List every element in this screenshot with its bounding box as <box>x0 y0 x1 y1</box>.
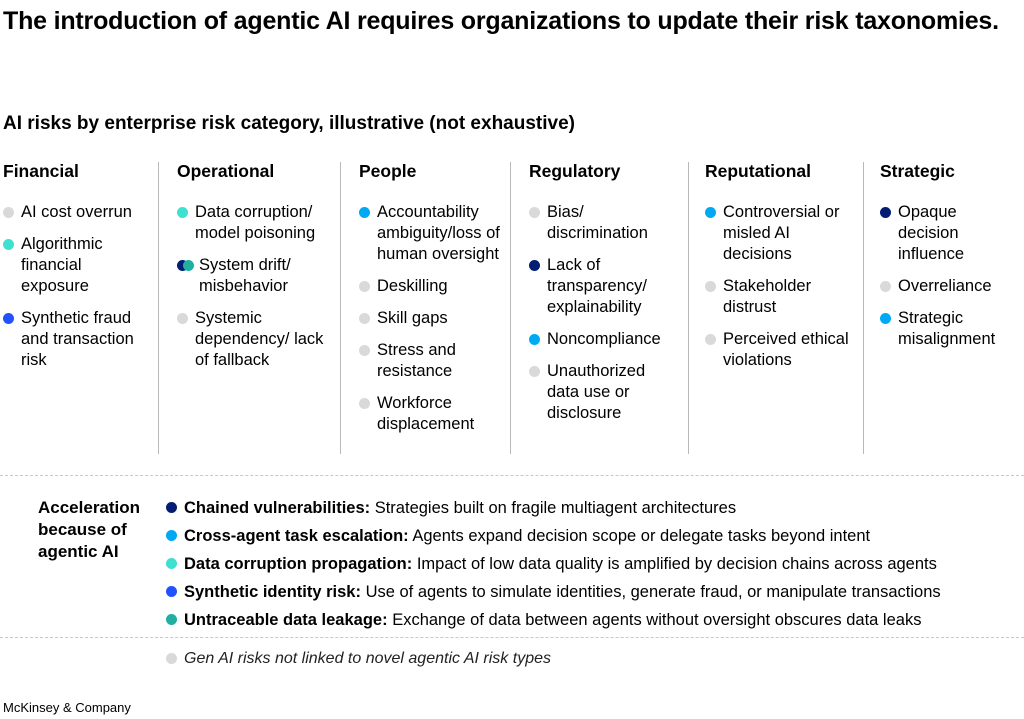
risk-item-text: Perceived ethical violations <box>723 330 849 369</box>
risk-dot-icon <box>880 313 891 324</box>
risk-dot-icon <box>166 614 177 625</box>
risk-dot-icon <box>183 260 194 271</box>
risk-item <box>359 308 505 329</box>
acceleration-description: Strategies built on fragile multiagent architectures <box>374 499 737 517</box>
risk-item-text: Noncompliance <box>547 330 661 348</box>
risk-dot-icon <box>3 313 14 324</box>
risk-item <box>529 329 679 350</box>
risk-item <box>359 276 505 297</box>
risk-item <box>705 276 855 318</box>
acceleration-description: Exchange of data between agents without oversight obscures data leaks <box>392 611 922 629</box>
acceleration-term: Chained vulnerabilities: <box>184 499 371 517</box>
column-divider <box>510 162 511 454</box>
risk-item <box>529 255 679 318</box>
risk-dot-icon <box>529 207 540 218</box>
risk-dot-icon <box>705 281 716 292</box>
risk-dot-icon <box>529 260 540 271</box>
risk-dot-icon <box>177 313 188 324</box>
gray-dot-icon <box>166 653 177 664</box>
risk-item-text: Bias/ discrimination <box>547 203 648 242</box>
risk-item-text: AI cost overrun <box>21 203 132 221</box>
category-heading: People <box>359 161 417 181</box>
risk-dot-icon <box>880 281 891 292</box>
risk-item-text: Systemic dependency/ lack of fallback <box>195 309 324 369</box>
risk-dot-icon <box>3 239 14 250</box>
category-heading: Financial <box>3 161 79 181</box>
risk-list <box>359 202 505 435</box>
acceleration-item <box>166 609 941 637</box>
risk-item-text: System drift/ misbehavior <box>199 256 291 295</box>
risk-item <box>705 202 855 265</box>
risk-dot-icon <box>529 334 540 345</box>
risk-item <box>177 255 335 297</box>
category-heading: Regulatory <box>529 161 621 181</box>
risk-item-text: Algorithmic financial exposure <box>21 235 103 295</box>
risk-item-text: Workforce displacement <box>377 394 475 433</box>
column-divider <box>863 162 864 454</box>
category-regulatory <box>529 160 679 435</box>
risk-item-text: Stakeholder distrust <box>723 277 812 316</box>
risk-list <box>705 202 855 371</box>
risk-dot-icon <box>166 586 177 597</box>
acceleration-list <box>166 497 941 637</box>
category-financial <box>3 160 153 382</box>
acceleration-label: Acceleration because of agentic AI <box>38 498 141 561</box>
risk-list <box>880 202 1020 350</box>
brand-logo-text: McKinsey & Company <box>3 700 131 715</box>
risk-list <box>177 202 335 371</box>
risk-item-text: Data corruption/ model poisoning <box>195 203 316 242</box>
risk-list <box>529 202 679 424</box>
risk-dot-icon <box>166 530 177 541</box>
risk-item-text: Synthetic fraud and transaction risk <box>21 309 134 369</box>
acceleration-description: Impact of low data quality is amplified by decision chains across agents <box>416 555 937 573</box>
risk-dot-icon <box>3 207 14 218</box>
column-divider <box>340 162 341 454</box>
risk-dot-icon <box>880 207 891 218</box>
risk-dot-icon <box>166 502 177 513</box>
acceleration-item <box>166 497 941 525</box>
acceleration-term: Cross-agent task escalation: <box>184 527 409 545</box>
risk-list <box>3 202 153 371</box>
risk-item <box>177 308 335 371</box>
legend-footnote <box>166 648 551 669</box>
risk-dot-icon <box>359 207 370 218</box>
chart-subtitle: AI risks by enterprise risk category, illustrative (not exhaustive) <box>3 113 575 134</box>
acceleration-item <box>166 581 941 609</box>
risk-dot-icon <box>705 207 716 218</box>
risk-item <box>529 361 679 424</box>
risk-item <box>359 202 505 265</box>
category-heading: Strategic <box>880 161 955 181</box>
risk-item <box>359 393 505 435</box>
risk-item-text: Deskilling <box>377 277 448 295</box>
risk-dot-icon <box>359 398 370 409</box>
column-divider <box>688 162 689 454</box>
page-title: The introduction of agentic AI requires organizations to update their risk taxonomies. <box>3 7 999 35</box>
category-reputational <box>705 160 855 382</box>
risk-dot-icon <box>705 334 716 345</box>
footnote-text: Gen AI risks not linked to novel agentic AI risk types <box>184 650 551 667</box>
risk-item <box>3 234 153 297</box>
section-divider <box>0 637 1024 638</box>
risk-item <box>3 202 153 223</box>
risk-item <box>359 340 505 382</box>
category-operational <box>177 160 335 382</box>
column-divider <box>158 162 159 454</box>
risk-item-text: Accountability ambiguity/loss of human oversight <box>377 203 500 263</box>
acceleration-description: Agents expand decision scope or delegate tasks beyond intent <box>412 527 871 545</box>
category-strategic <box>880 160 1020 361</box>
section-divider <box>0 475 1024 476</box>
risk-dot-icon <box>166 558 177 569</box>
risk-item <box>529 202 679 244</box>
risk-item <box>177 202 335 244</box>
acceleration-term: Data corruption propagation: <box>184 555 413 573</box>
risk-item-text: Stress and resistance <box>377 341 456 380</box>
acceleration-term: Synthetic identity risk: <box>184 583 361 601</box>
category-heading: Reputational <box>705 161 811 181</box>
category-people <box>359 160 505 446</box>
risk-item <box>705 329 855 371</box>
risk-item-text: Lack of transparency/ explainability <box>547 256 647 316</box>
risk-item <box>880 308 1020 350</box>
acceleration-item <box>166 525 941 553</box>
risk-item-text: Controversial or misled AI decisions <box>723 203 840 263</box>
acceleration-term: Untraceable data leakage: <box>184 611 388 629</box>
risk-item <box>880 276 1020 297</box>
acceleration-item <box>166 553 941 581</box>
risk-item <box>3 308 153 371</box>
category-heading: Operational <box>177 161 275 181</box>
risk-item-text: Opaque decision influence <box>898 203 965 263</box>
risk-dot-icon <box>359 281 370 292</box>
acceleration-description: Use of agents to simulate identities, generate fraud, or manipulate transactions <box>365 583 941 601</box>
risk-item-text: Skill gaps <box>377 309 448 327</box>
risk-dot-icon <box>529 366 540 377</box>
risk-item-text: Strategic misalignment <box>898 309 996 348</box>
risk-item <box>880 202 1020 265</box>
risk-item-text: Overreliance <box>898 277 992 295</box>
risk-item-text: Unauthorized data use or disclosure <box>547 362 646 422</box>
risk-dot-icon <box>359 313 370 324</box>
risk-dot-icon <box>177 207 188 218</box>
risk-dot-icon <box>359 345 370 356</box>
